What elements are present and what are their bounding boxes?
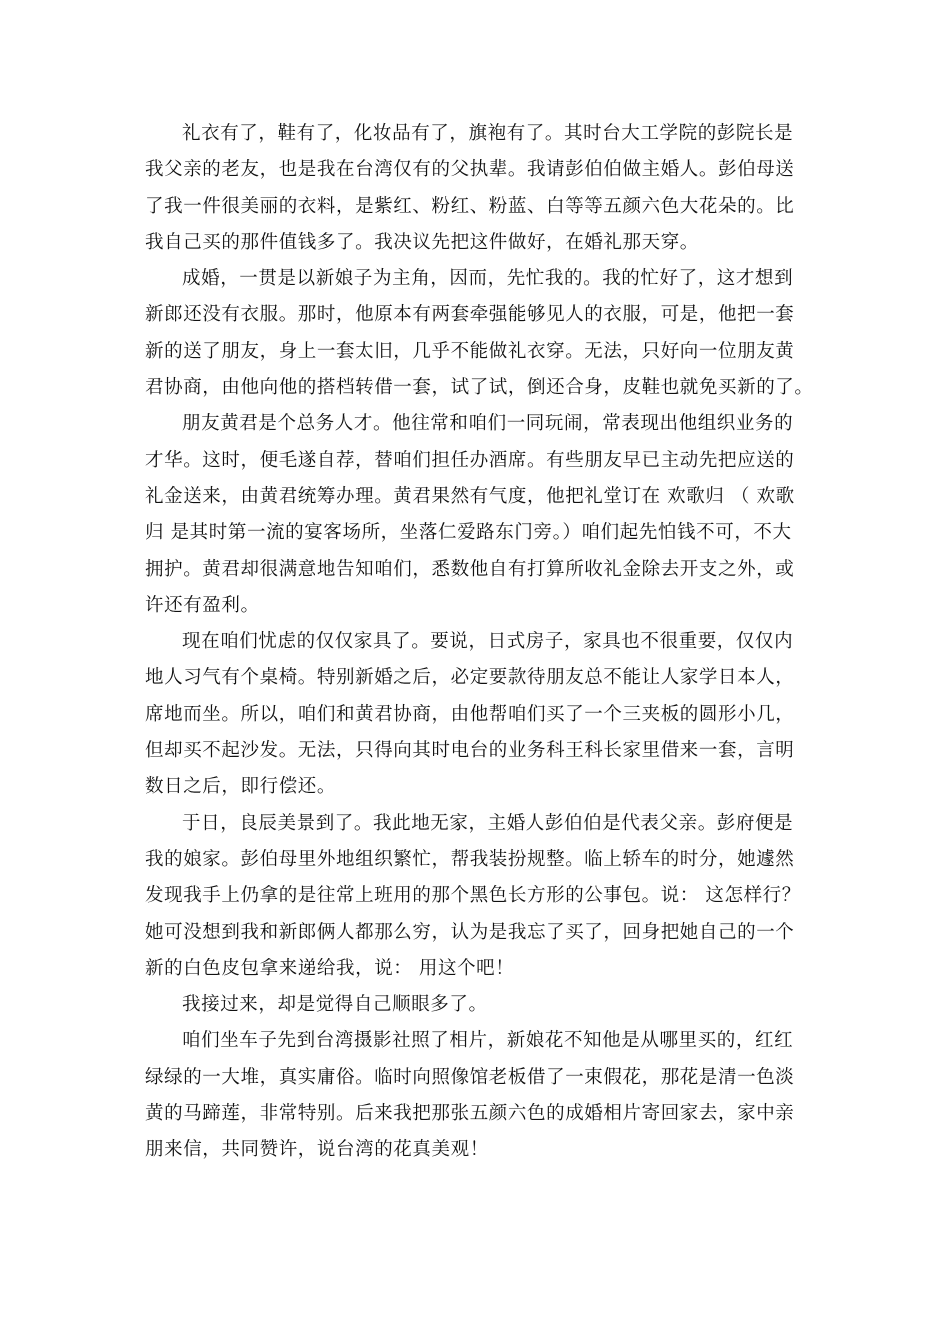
text-line: 许还有盈利。	[145, 594, 260, 616]
text-line: 我父亲的老友，也是我在台湾仅有的父执辈。我请彭伯伯做主婚人。彭伯母送	[145, 159, 795, 181]
text-line: 我自己买的那件值钱多了。我决议先把这件做好，在婚礼那天穿。	[145, 231, 699, 253]
text-line: 归 是其时第一流的宴客场所，坐落仁爱路东门旁。）咱们起先怕钱不可，不大	[145, 522, 792, 544]
text-line: 朋友黄君是个总务人才。他往常和咱们一同玩闹，常表现出他组织业务的	[182, 413, 794, 435]
paragraph-2	[145, 261, 814, 406]
text-line: 地人习气有个桌椅。特别新婚之后，必定要款待朋友总不能让人家学日本人，	[145, 667, 795, 689]
text-line: 于日，良辰美景到了。我此地无家，主婚人彭伯伯是代表父亲。彭府便是	[182, 812, 794, 834]
text-line: 成婚，一贯是以新娘子为主角，因而，先忙我的。我的忙好了，这才想到	[182, 268, 794, 290]
text-line: 但却买不起沙发。无法，只得向其时电台的业务科王科长家里借来一套，言明	[145, 740, 795, 762]
text-line: 黄的马蹄莲，非常特别。后来我把那张五颜六色的成婚相片寄回家去，家中亲	[145, 1103, 795, 1125]
paragraph-5	[145, 806, 805, 987]
text-line: 她可没想到我和新郎俩人都那么穷，认为是我忘了买了，回身把她自己的一个	[145, 921, 795, 943]
text-line: 咱们坐车子先到台湾摄影社照了相片，新娘花不知他是从哪里买的，红红	[182, 1030, 794, 1052]
text-line: 现在咱们忧虑的仅仅家具了。要说，日式房子，家具也不很重要，仅仅内	[182, 631, 794, 653]
paragraph-6	[145, 987, 805, 1023]
paragraph-3	[145, 406, 805, 624]
article-body	[145, 116, 814, 1169]
text-line: 数日之后，即行偿还。	[145, 776, 337, 798]
text-line: 席地而坐。所以，咱们和黄君协商，由他帮咱们买了一个三夹板的圆形小几，	[145, 703, 795, 725]
text-line: 新的白色皮包拿来递给我，说： 用这个吧！	[145, 957, 515, 979]
text-line: 发现我手上仍拿的是往常上班用的那个黑色长方形的公事包。说： 这怎样行？	[145, 885, 801, 907]
text-line: 了我一件很美丽的衣料，是紫红、粉红、粉蓝、白等等五颜六色大花朵的。比	[145, 195, 795, 217]
paragraph-7	[145, 1023, 805, 1168]
text-line: 礼衣有了，鞋有了，化妆品有了，旗袍有了。其时台大工学院的彭院长是	[182, 123, 794, 144]
text-line: 新郎还没有衣服。那时，他原本有两套牵强能够见人的衣服，可是，他把一套	[145, 304, 795, 326]
paragraph-4	[145, 624, 805, 805]
text-line: 绿绿的一大堆，真实庸俗。临时向照像馆老板借了一束假花，那花是清一色淡	[145, 1066, 795, 1088]
paragraph-1	[145, 116, 805, 261]
text-line: 我接过来，却是觉得自己顺眼多了。	[182, 994, 488, 1016]
text-line: 君协商，由他向他的搭档转借一套，试了试，倒还合身，皮鞋也就免买新的了。	[145, 377, 814, 399]
text-line: 我的娘家。彭伯母里外地组织繁忙，帮我装扮规整。临上轿车的时分，她遽然	[145, 848, 795, 870]
text-line: 朋来信，共同赞许，说台湾的花真美观！	[145, 1139, 489, 1161]
text-line: 才华。这时，便毛遂自荐，替咱们担任办酒席。有些朋友早已主动先把应送的	[145, 449, 795, 471]
text-line: 新的送了朋友，身上一套太旧，几乎不能做礼衣穿。无法，只好向一位朋友黄	[145, 340, 795, 362]
text-line: 拥护。黄君却很满意地告知咱们，悉数他自有打算所收礼金除去开支之外，或	[145, 558, 795, 580]
text-line: 礼金送来，由黄君统筹办理。黄君果然有气度，他把礼堂订在 欢歌归 （ 欢歌	[145, 485, 795, 507]
